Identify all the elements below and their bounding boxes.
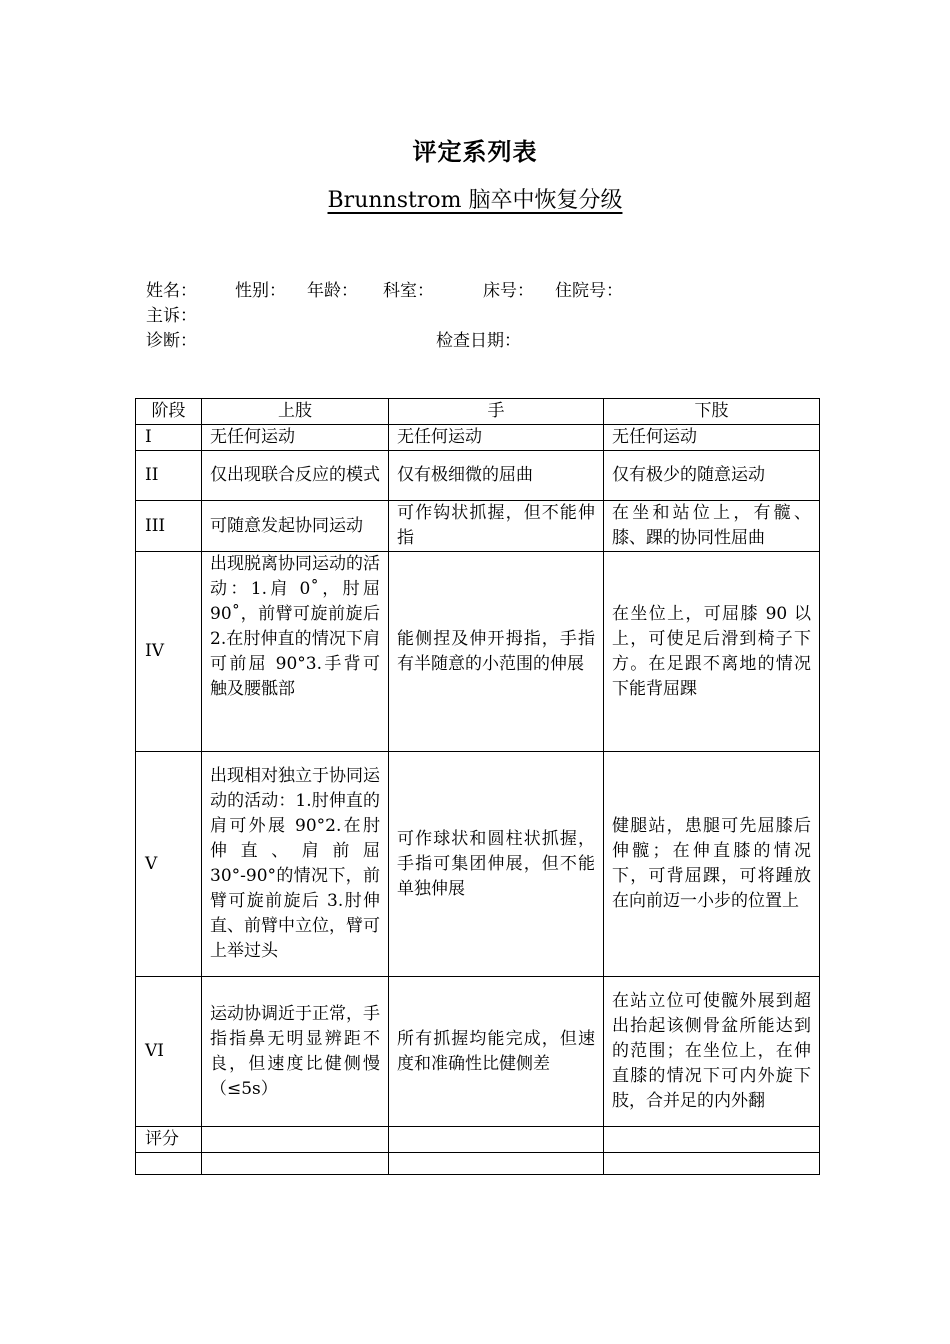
blank-cell[interactable] bbox=[604, 1153, 820, 1175]
lower-limb-cell: 无任何运动 bbox=[604, 425, 820, 451]
stage-cell: VI bbox=[136, 977, 202, 1127]
admission-label: 住院号： bbox=[555, 281, 623, 301]
hand-cell: 所有抓握均能完成，但速度和准确性比健侧差 bbox=[389, 977, 604, 1127]
stage-cell: I bbox=[136, 425, 202, 451]
exam-date-label: 检查日期： bbox=[436, 331, 521, 351]
name-label: 姓名： bbox=[146, 281, 197, 301]
upper-limb-cell: 无任何运动 bbox=[202, 425, 389, 451]
lower-limb-cell: 仅有极少的随意运动 bbox=[604, 451, 820, 501]
upper-limb-cell: 出现相对独立于协同运动的活动：1.肘伸直的肩可外展 90°2.在肘伸直、肩前屈 30°-90°的情况下，前臂可旋前旋后 3.肘伸直、前臂中立位，臂可上举过头 bbox=[202, 752, 389, 977]
hand-cell: 无任何运动 bbox=[389, 425, 604, 451]
stage-cell: II bbox=[136, 451, 202, 501]
diagnosis-label: 诊断： bbox=[146, 331, 197, 351]
lower-limb-cell: 在坐和站位上，有髋、膝、踝的协同性屈曲 bbox=[604, 501, 820, 552]
upper-limb-cell: 运动协调近于正常，手指指鼻无明显辨距不良，但速度比健侧慢（≤5s） bbox=[202, 977, 389, 1127]
hand-cell: 可作钩状抓握，但不能伸指 bbox=[389, 501, 604, 552]
bed-label: 床号： bbox=[483, 281, 534, 301]
hand-cell: 能侧捏及伸开拇指，手指有半随意的小范围的伸展 bbox=[389, 552, 604, 752]
table-row bbox=[136, 977, 820, 1127]
table-header-row bbox=[136, 399, 820, 425]
upper-limb-cell: 仅出现联合反应的模式 bbox=[202, 451, 389, 501]
upper-limb-cell: 出现脱离协同运动的活动：1.肩 0˚，肘屈 90˚，前臂可旋前旋后 2.在肘伸直的情况下肩可前屈 90°3.手背可触及腰骶部 bbox=[202, 552, 389, 752]
blank-cell[interactable] bbox=[389, 1153, 604, 1175]
lower-limb-cell: 在坐位上，可屈膝 90 以上，可使足后滑到椅子下方。在足跟不离地的情况下能背屈踝 bbox=[604, 552, 820, 752]
score-label: 评分 bbox=[136, 1127, 202, 1153]
table-row bbox=[136, 451, 820, 501]
score-upper-cell[interactable] bbox=[202, 1127, 389, 1153]
document-subtitle bbox=[0, 183, 950, 214]
document-title: 评定系列表 bbox=[412, 138, 538, 166]
lower-limb-cell: 在站立位可使髋外展到超出抬起该侧骨盆所能达到的范围；在坐位上，在伸直膝的情况下可内外旋下肢，合并足的内外翻 bbox=[604, 977, 820, 1127]
table-row bbox=[136, 425, 820, 451]
blank-cell[interactable] bbox=[202, 1153, 389, 1175]
stage-cell: III bbox=[136, 501, 202, 552]
blank-row bbox=[136, 1153, 820, 1175]
age-label: 年龄： bbox=[307, 281, 358, 301]
stage-cell: IV bbox=[136, 552, 202, 752]
header-lower-limb: 下肢 bbox=[604, 399, 820, 425]
stage-cell: V bbox=[136, 752, 202, 977]
upper-limb-cell: 可随意发起协同运动 bbox=[202, 501, 389, 552]
hand-cell: 可作球状和圆柱状抓握，手指可集团伸展，但不能单独伸展 bbox=[389, 752, 604, 977]
gender-label: 性别： bbox=[235, 281, 286, 301]
header-upper-limb: 上肢 bbox=[202, 399, 389, 425]
dept-label: 科室： bbox=[383, 281, 434, 301]
table-row bbox=[136, 752, 820, 977]
subtitle-text: Brunnstrom 脑卒中恢复分级 bbox=[327, 188, 623, 213]
header-hand: 手 bbox=[389, 399, 604, 425]
lower-limb-cell: 健腿站，患腿可先屈膝后伸髋；在伸直膝的情况下，可背屈踝，可将踵放在向前迈一小步的位置上 bbox=[604, 752, 820, 977]
complaint-label: 主诉： bbox=[146, 306, 197, 326]
score-row bbox=[136, 1127, 820, 1153]
table-row bbox=[136, 552, 820, 752]
score-lower-cell[interactable] bbox=[604, 1127, 820, 1153]
brunnstrom-table bbox=[135, 398, 820, 1175]
hand-cell: 仅有极细微的屈曲 bbox=[389, 451, 604, 501]
blank-cell[interactable] bbox=[136, 1153, 202, 1175]
header-stage: 阶段 bbox=[136, 399, 202, 425]
score-hand-cell[interactable] bbox=[389, 1127, 604, 1153]
table-row bbox=[136, 501, 820, 552]
